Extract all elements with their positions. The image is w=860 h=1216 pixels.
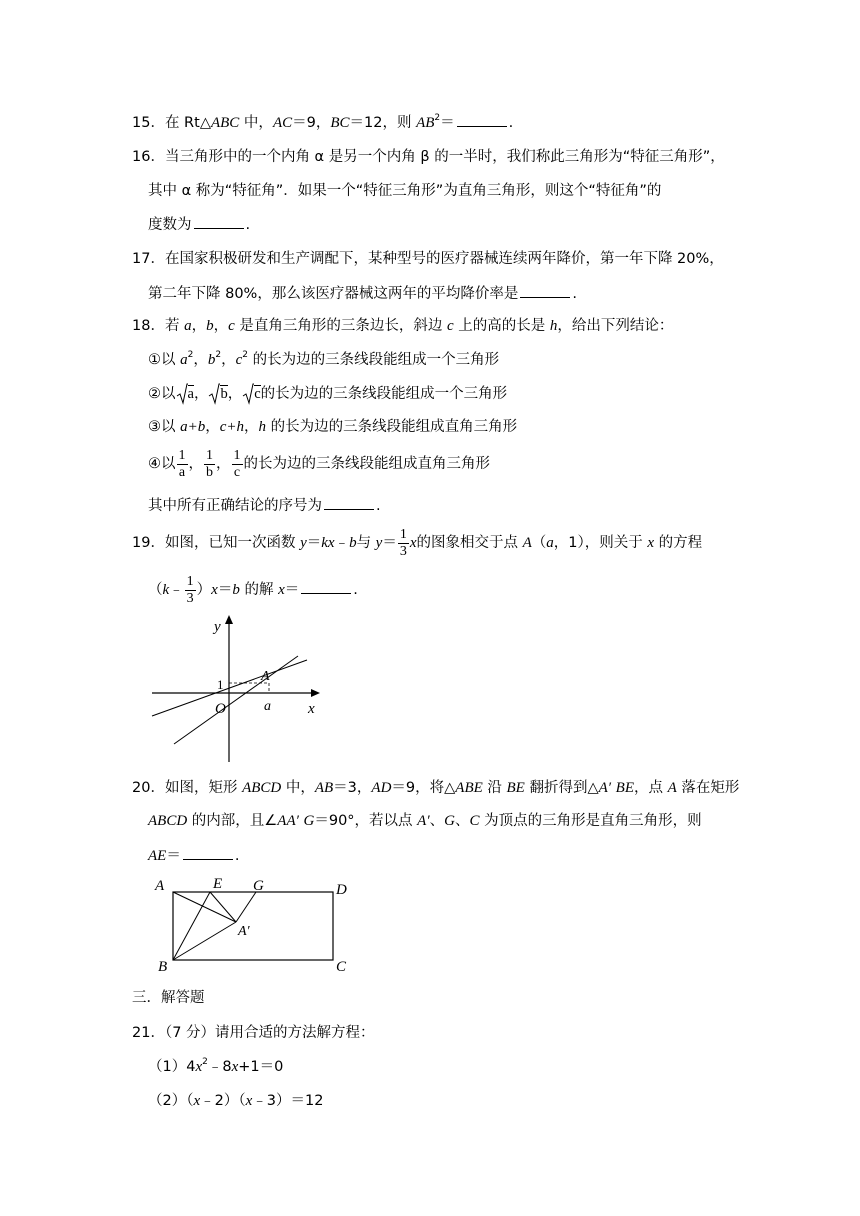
- sqrt-sign: [208, 383, 220, 405]
- label-b: B: [158, 959, 168, 975]
- option-3: ③以 a+b，c+h，h 的长为边的三条线段能组成直角三角形: [148, 419, 518, 435]
- section-heading: 三．解答题: [132, 990, 205, 1006]
- answer-blank: [324, 495, 374, 510]
- line-kx-minus-b: [174, 656, 298, 744]
- one-label: 1: [217, 677, 224, 692]
- label-a-prime: A′: [238, 924, 250, 939]
- label-e: E: [213, 876, 223, 892]
- q19-graph-figure: [150, 612, 330, 767]
- question-20-line-2: ABCD 的内部，且∠AA′ G＝90°，若以点 A′、G、C 为顶点的三角形是直角三角形，则: [148, 813, 702, 829]
- point-a-label: A: [261, 669, 270, 684]
- question-16-line-3: 度数为 .: [148, 214, 250, 235]
- q20-rectangle-figure: [150, 872, 360, 977]
- option-2: ②以 a， b， c的长为边的三条线段能组成一个三角形: [148, 383, 507, 405]
- question-17-line-1: 17．在国家积极研发和生产调配下，某种型号的医疗器械连续两年降价，第一年下降 20%，: [132, 251, 724, 267]
- origin-label: O: [215, 701, 226, 717]
- y-label: y: [214, 619, 221, 635]
- question-20-line-1: 20．如图，矩形 ABCD 中，AB＝3，AD＝9，将△ABE 沿 BE 翻折得到△A′ BE，点 A 落在矩形: [132, 780, 740, 796]
- fraction: $\frac{1}{a}$: [178, 447, 186, 480]
- label-c: C: [336, 959, 347, 975]
- question-21-part-1: $(1)4x^2﹣8x+1=0$: [148, 1057, 284, 1075]
- question-21-stem: 21．（7 分）请用合适的方法解方程：: [132, 1025, 375, 1041]
- question-number: 18．: [132, 318, 165, 334]
- question-18-stem: 18．若 a，b，c 是直角三角形的三条边长，斜边 c 上的高的长是 h，给出下列结论：: [132, 318, 674, 334]
- segment-aa-prime: [173, 892, 236, 922]
- a-label: a: [264, 699, 271, 714]
- segment-ba-prime: [173, 922, 236, 960]
- question-15: 15．在 Rt△ABC 中，AC＝9，BC＝12，则 $AB^2=$ .: [132, 113, 514, 131]
- segment-be: [173, 892, 210, 960]
- question-16-line-1: 16．当三角形中的一个内角 α 是另一个内角 β 的一半时，我们称此三角形为“特征三角形”，: [132, 149, 725, 165]
- question-18-conclusion: 其中所有正确结论的序号为 .: [148, 495, 381, 516]
- segment-ga-prime: [236, 892, 256, 922]
- question-20-line-3: AE＝ .: [148, 845, 239, 866]
- question-number: 15．: [132, 115, 165, 131]
- fraction: $\frac{1}{b}$: [206, 447, 213, 480]
- segment-ea-prime: [210, 892, 236, 922]
- question-17-line-2: 第二年下降 80%，那么该医疗器械这两年的平均降价率是 .: [148, 283, 577, 304]
- question-number: 21．: [132, 1025, 165, 1041]
- question-number: 19．: [132, 535, 165, 551]
- answer-blank: [301, 579, 351, 594]
- fraction: $\frac{1}{3}$: [186, 573, 194, 606]
- y-axis-arrow: [225, 615, 233, 624]
- rectangle-abcd: [173, 892, 333, 960]
- sqrt-sign: [176, 383, 188, 405]
- label-g: G: [253, 878, 264, 894]
- question-number: 17．: [132, 251, 165, 267]
- answer-blank: [457, 112, 507, 127]
- question-19-line-2: （k﹣ $\frac{1}{3}$ ）x＝b 的解 x＝ .: [148, 573, 358, 606]
- x-label: x: [308, 701, 315, 717]
- fraction: $\frac{1}{c}$: [233, 447, 241, 480]
- answer-blank: [194, 214, 244, 229]
- label-d: D: [336, 882, 347, 898]
- answer-blank: [520, 283, 570, 298]
- question-19-line-1: 19．如图，已知一次函数 y＝kx﹣b与 y＝ $\frac{1}{3}$ x的图象相交于点 A（a，1），则关于 x 的方程: [132, 526, 703, 559]
- fraction: $\frac{1}{3}$: [399, 526, 407, 559]
- question-number: 16．: [132, 149, 165, 165]
- question-16-line-2: 其中 α 称为“特征角”．如果一个“特征三角形”为直角三角形，则这个“特征角”的: [148, 183, 662, 199]
- question-21-part-2: （2）（x﹣2）（x﹣3）＝12: [148, 1093, 324, 1109]
- option-4: ④以 $\frac{1}{a}$ ， $\frac{1}{b}$ ， $\frac{1}{c}$ 的长为边的三条线段能组成直角三角形: [148, 447, 490, 480]
- label-a: A: [155, 878, 165, 894]
- x-axis-arrow: [311, 689, 320, 697]
- sqrt-sign: [242, 383, 254, 405]
- option-1: ①以 $a^2$，$b^2$，$c^2$ 的长为边的三条线段能组成一个三角形: [148, 350, 500, 368]
- question-number: 20．: [132, 780, 165, 796]
- answer-blank: [183, 845, 233, 860]
